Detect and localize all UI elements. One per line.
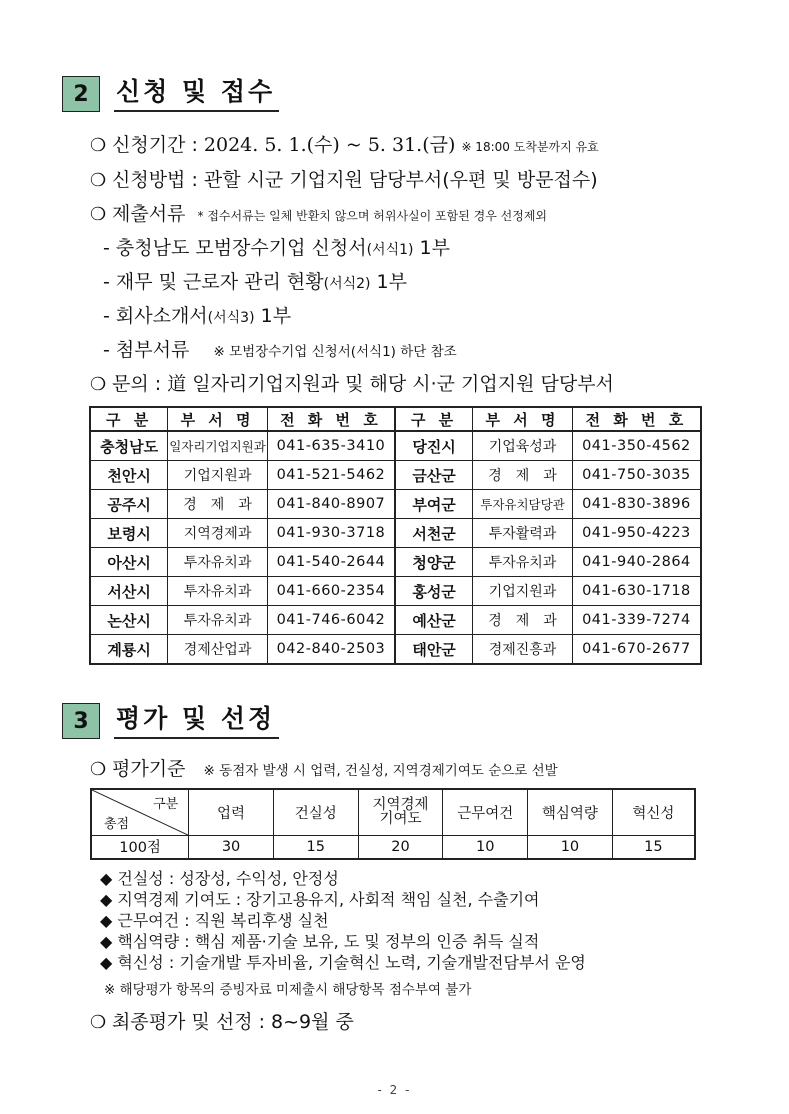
region-cell: 부여군 <box>395 490 473 519</box>
score-cell: 15 <box>273 835 358 859</box>
phone-cell: 041-930-3718 <box>267 519 395 548</box>
department-cell: 경 제 과 <box>473 461 573 490</box>
page-number: - 2 - <box>377 1083 412 1097</box>
region-cell: 논산시 <box>90 606 168 635</box>
phone-cell: 041-830-3896 <box>572 490 701 519</box>
region-cell: 예산군 <box>395 606 473 635</box>
table-row <box>90 548 701 577</box>
region-cell: 서천군 <box>395 519 473 548</box>
final-selection: ❍ 최종평가 및 선정 : 8~9월 중 <box>90 1011 354 1033</box>
region-cell: 천안시 <box>90 461 168 490</box>
doc-item: - 회사소개서(서식3) 1부 <box>103 305 292 327</box>
evidence-note: ※ 해당평가 항목의 증빙자료 미제출시 해당항목 점수부여 불가 <box>104 982 472 998</box>
region-cell: 계룡시 <box>90 635 168 665</box>
score-cell: 15 <box>612 835 695 859</box>
department-cell: 기업지원과 <box>168 461 268 490</box>
phone-cell: 041-670-2677 <box>572 635 701 665</box>
submission-docs: ❍ 제출서류 * 접수서류는 일체 반환치 않으며 허위사실이 포함된 경우 선정제외 <box>90 203 548 225</box>
department-cell: 투자유치과 <box>168 577 268 606</box>
criteria-bullet: ◆ 근무여건 : 직원 복리후생 실천 <box>100 911 329 930</box>
region-cell: 충청남도 <box>90 431 168 461</box>
department-cell: 투자활력과 <box>473 519 573 548</box>
score-table <box>90 788 696 860</box>
department-cell: 투자유치담당관 <box>473 490 573 519</box>
department-cell: 지역경제과 <box>168 519 268 548</box>
phone-cell: 041-746-6042 <box>267 606 395 635</box>
contact-table <box>89 406 702 665</box>
criteria-bullet: ◆ 건실성 : 성장성, 수익성, 안정성 <box>100 869 339 888</box>
section-number: 2 <box>62 76 100 112</box>
region-cell: 서산시 <box>90 577 168 606</box>
score-header-row <box>91 789 695 835</box>
criteria-bullet: ◆ 혁신성 : 기술개발 투자비율, 기술혁신 노력, 기술개발전담부서 운영 <box>100 953 586 972</box>
department-cell: 경제산업과 <box>168 635 268 665</box>
region-cell: 금산군 <box>395 461 473 490</box>
criteria-bullet: ◆ 지역경제 기여도 : 장기고용유지, 사회적 책임 실천, 수출기여 <box>100 890 540 909</box>
section-title: 평가 및 선정 <box>114 704 279 739</box>
department-cell: 기업육성과 <box>473 431 573 461</box>
section-2-header <box>62 76 279 112</box>
table-row <box>90 635 701 665</box>
score-cell: 30 <box>189 835 274 859</box>
table-row <box>90 519 701 548</box>
score-cell: 10 <box>443 835 528 859</box>
doc-item: - 재무 및 근로자 관리 현황(서식2) 1부 <box>103 271 407 293</box>
criteria-bullet: ◆ 핵심역량 : 핵심 제품·기술 보유, 도 및 정부의 인증 취득 실적 <box>100 932 540 951</box>
phone-cell: 041-339-7274 <box>572 606 701 635</box>
table-row <box>90 461 701 490</box>
header-cell: 혁신성 <box>612 789 695 835</box>
department-cell: 일자리기업지원과 <box>168 431 268 461</box>
phone-cell: 041-540-2644 <box>267 548 395 577</box>
region-cell: 보령시 <box>90 519 168 548</box>
score-cell: 10 <box>528 835 613 859</box>
doc-item: - 충청남도 모범장수기업 신청서(서식1) 1부 <box>103 237 450 259</box>
application-period: ❍ 신청기간 : 2024. 5. 1.(수) ~ 5. 31.(금) ※ 18:00 도착분까지 유효 <box>90 134 599 156</box>
section-title: 신청 및 접수 <box>114 77 279 112</box>
phone-cell: 041-950-4223 <box>572 519 701 548</box>
header-cell: 근무여건 <box>443 789 528 835</box>
department-cell: 경제진흥과 <box>473 635 573 665</box>
region-cell: 아산시 <box>90 548 168 577</box>
phone-cell: 041-521-5462 <box>267 461 395 490</box>
contact-info: ❍ 문의 : 道 일자리기업지원과 및 해당 시·군 기업지원 담당부서 <box>90 373 614 395</box>
evaluation-criteria: ❍ 평가기준 ※ 동점자 발생 시 업력, 건실성, 지역경제기여도 순으로 선발 <box>90 758 558 780</box>
table-row <box>90 490 701 519</box>
region-cell: 공주시 <box>90 490 168 519</box>
region-cell: 당진시 <box>395 431 473 461</box>
score-value-row <box>91 835 695 859</box>
table-row <box>90 431 701 461</box>
department-cell: 경 제 과 <box>168 490 268 519</box>
application-method: ❍ 신청방법 : 관할 시군 기업지원 담당부서(우편 및 방문접수) <box>90 169 598 191</box>
corner-cell: 구분 총점 <box>91 789 189 835</box>
region-cell: 청양군 <box>395 548 473 577</box>
header-cell: 핵심역량 <box>528 789 613 835</box>
phone-cell: 041-660-2354 <box>267 577 395 606</box>
table-row <box>90 606 701 635</box>
phone-cell: 042-840-2503 <box>267 635 395 665</box>
department-cell: 투자유치과 <box>168 606 268 635</box>
phone-cell: 041-635-3410 <box>267 431 395 461</box>
doc-item: - 첨부서류 ※ 모범장수기업 신청서(서식1) 하단 참조 <box>103 339 457 361</box>
department-cell: 기업지원과 <box>473 577 573 606</box>
phone-cell: 041-940-2864 <box>572 548 701 577</box>
total-cell: 100점 <box>91 835 189 859</box>
section-number: 3 <box>62 703 100 739</box>
region-cell: 태안군 <box>395 635 473 665</box>
department-cell: 경 제 과 <box>473 606 573 635</box>
table-header-row: 구 분 부 서 명 전 화 번 호 구 분 부 서 명 전 화 번 호 <box>90 407 701 431</box>
phone-cell: 041-750-3035 <box>572 461 701 490</box>
score-cell: 20 <box>358 835 443 859</box>
header-cell: 업력 <box>189 789 274 835</box>
phone-cell: 041-630-1718 <box>572 577 701 606</box>
department-cell: 투자유치과 <box>168 548 268 577</box>
phone-cell: 041-840-8907 <box>267 490 395 519</box>
phone-cell: 041-350-4562 <box>572 431 701 461</box>
department-cell: 투자유치과 <box>473 548 573 577</box>
table-row <box>90 577 701 606</box>
region-cell: 홍성군 <box>395 577 473 606</box>
section-3-header <box>62 703 279 739</box>
header-cell: 지역경제기여도 <box>358 789 443 835</box>
header-cell: 건실성 <box>273 789 358 835</box>
